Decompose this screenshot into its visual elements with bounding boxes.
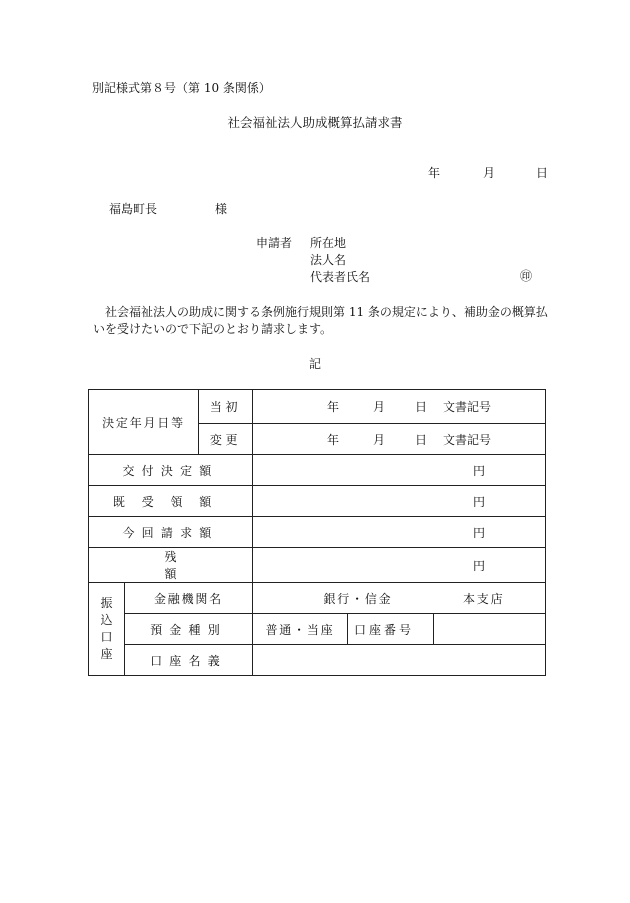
account-number-value[interactable] bbox=[434, 614, 546, 645]
table-row-deposit bbox=[89, 614, 546, 645]
deposit-type-label: 預金種別 bbox=[125, 614, 253, 645]
applicant-label: 申請者 bbox=[256, 236, 293, 250]
changed-month: 月 bbox=[373, 432, 386, 447]
decision-date-label: 決定年月日等 bbox=[89, 390, 199, 455]
grant-amount-yen: 円 bbox=[472, 463, 485, 478]
current-request-yen: 円 bbox=[472, 525, 485, 540]
table-row-balance bbox=[89, 548, 546, 583]
changed-label: 変更 bbox=[199, 424, 253, 455]
account-holder-label: 口座名義 bbox=[125, 645, 253, 676]
received-amount-value[interactable] bbox=[253, 486, 546, 517]
changed-day: 日 bbox=[415, 432, 428, 447]
current-request-value[interactable] bbox=[253, 517, 546, 548]
table-row-bank bbox=[89, 583, 546, 614]
date-year-label: 年 bbox=[428, 166, 441, 180]
initial-month: 月 bbox=[373, 400, 386, 414]
initial-label: 当初 bbox=[199, 390, 253, 424]
form-label: 別記様式第８号（第 10 条関係） bbox=[92, 81, 271, 95]
table-row-initial bbox=[89, 390, 546, 424]
changed-year: 年 bbox=[327, 432, 340, 447]
bank-name-label: 金融機関名 bbox=[125, 583, 253, 614]
addressee-name: 福島町長 bbox=[109, 202, 158, 216]
account-kind-value[interactable]: 普通・当座 bbox=[253, 614, 348, 645]
initial-doc-number: 文書記号 bbox=[443, 400, 492, 414]
balance-value[interactable] bbox=[253, 548, 546, 583]
account-number-label: 口座番号 bbox=[348, 614, 434, 645]
initial-year: 年 bbox=[327, 400, 340, 414]
branch-text: 本支店 bbox=[463, 591, 505, 606]
body-paragraph: 社会福祉法人の助成に関する条例施行規則第 11 条の規定により、補助金の概算払いを受けたいので下記のとおり請求します。 bbox=[93, 305, 548, 336]
transfer-account-label: 振 込 口 座 bbox=[89, 583, 125, 676]
applicant-corporation-label: 法人名 bbox=[310, 253, 347, 267]
changed-doc-number: 文書記号 bbox=[443, 432, 492, 447]
initial-date-cell[interactable] bbox=[253, 390, 546, 424]
document-title: 社会福祉法人助成概算払請求書 bbox=[227, 115, 403, 130]
changed-date-cell[interactable] bbox=[253, 424, 546, 455]
balance-yen: 円 bbox=[472, 558, 485, 573]
grant-amount-value[interactable] bbox=[253, 455, 546, 486]
applicant-representative-label: 代表者氏名 bbox=[310, 270, 371, 284]
date-day-label: 日 bbox=[536, 166, 549, 180]
table-row-holder bbox=[89, 645, 546, 676]
balance-label: 残額 bbox=[89, 548, 253, 583]
table-row-grant-amount bbox=[89, 455, 546, 486]
received-amount-label: 既受領額 bbox=[89, 486, 253, 517]
initial-day: 日 bbox=[415, 400, 428, 414]
date-month-label: 月 bbox=[483, 166, 496, 180]
request-form-table bbox=[88, 389, 546, 676]
bank-name-value[interactable] bbox=[253, 583, 546, 614]
bank-type-text: 銀行・信金 bbox=[323, 591, 393, 606]
applicant-address-label: 所在地 bbox=[310, 236, 347, 250]
seal-mark: ㊞ bbox=[520, 269, 533, 283]
addressee-honorific: 様 bbox=[215, 202, 228, 216]
ki-heading: 記 bbox=[308, 357, 321, 371]
current-request-label: 今回請求額 bbox=[89, 517, 253, 548]
received-amount-yen: 円 bbox=[472, 494, 485, 509]
table-row-received-amount bbox=[89, 486, 546, 517]
account-holder-value[interactable] bbox=[253, 645, 546, 676]
table-row-current-request bbox=[89, 517, 546, 548]
grant-amount-label: 交付決定額 bbox=[89, 455, 253, 486]
